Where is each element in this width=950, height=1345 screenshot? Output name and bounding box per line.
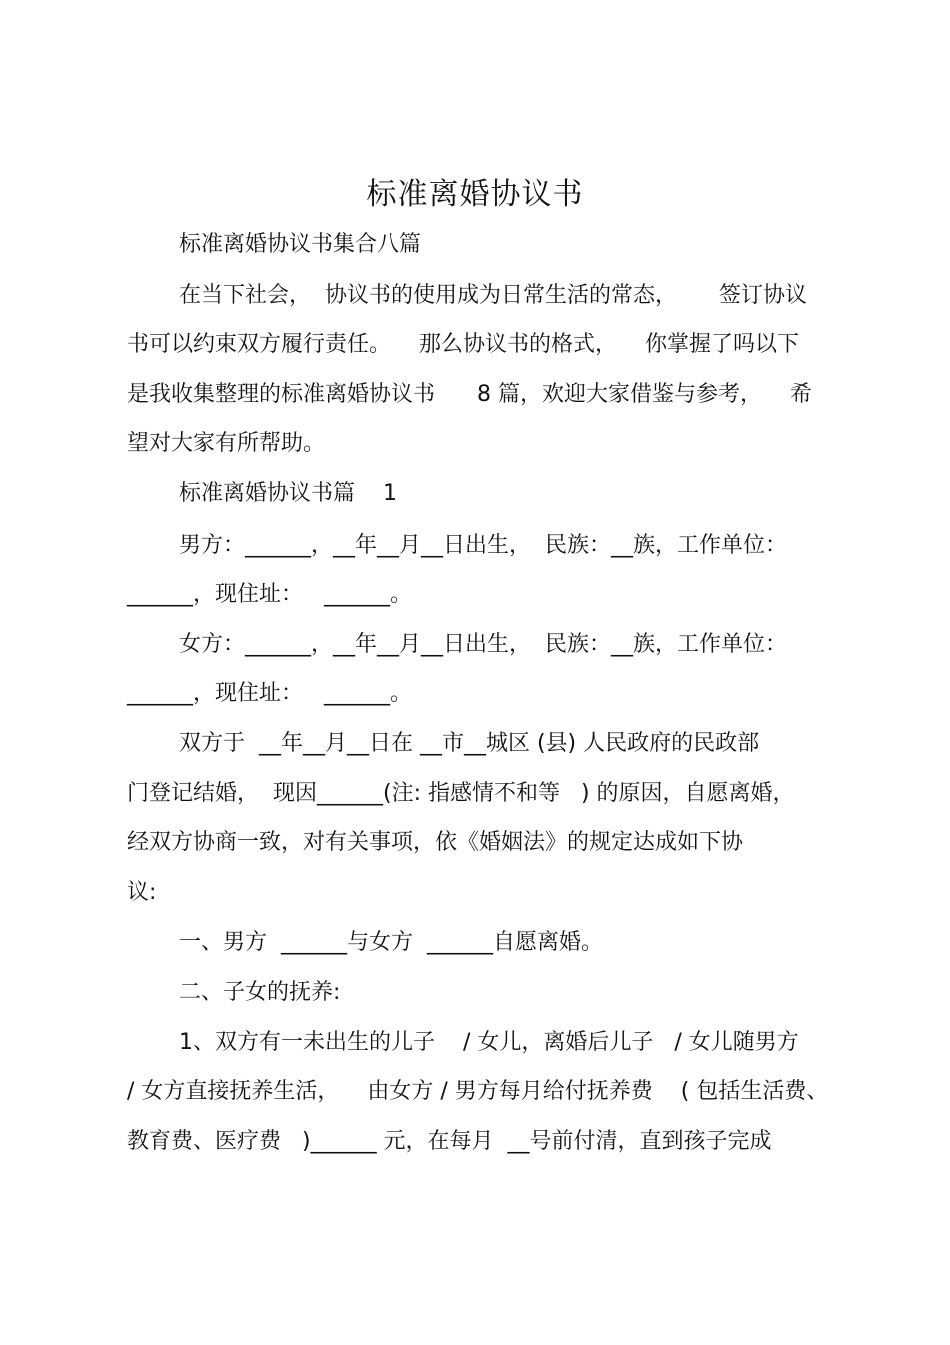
clause-line: 1、双方有一未出生的儿子 / 女儿，离婚后儿子 / 女儿随男方: [179, 1030, 799, 1055]
paragraph-line: 经双方协商一致，对有关事项，依《婚姻法》的规定达成如下协: [127, 830, 744, 855]
paragraph-line: 在当下社会， 协议书的使用成为日常生活的常态， 签订协议: [179, 283, 807, 308]
subtitle-line: 标准离婚协议书集合八篇: [179, 232, 422, 257]
paragraph-line: 门登记结婚， 现因______(注: 指感情不和等 ) 的原因，自愿离婚，: [127, 781, 795, 806]
clause-line: 教育费、医疗费 )______ 元，在每月 __号前付清，直到孩子完成: [127, 1129, 772, 1154]
paragraph-line: 望对大家有所帮助。: [127, 431, 326, 456]
clause-heading: 二、子女的抚养:: [179, 980, 341, 1005]
form-line-male-address: ______，现住址： ______。: [127, 582, 412, 607]
paragraph-line: 书可以约束双方履行责任。 那么协议书的格式， 你掌握了吗以下: [127, 332, 799, 357]
document-title: 标准离婚协议书: [366, 177, 584, 212]
paragraph-line: 双方于 __年__月__日在 __市__城区 (县) 人民政府的民政部: [179, 731, 760, 756]
paragraph-line: 议:: [127, 880, 157, 905]
form-line-female: 女方：______，__年__月__日出生， 民族：__族，工作单位：: [179, 632, 787, 657]
section-heading: 标准离婚协议书篇 1: [179, 481, 397, 506]
clause-line: / 女方直接抚养生活， 由女方 / 男方每月给付抚养费 ( 包括生活费、: [127, 1079, 829, 1104]
clause-line: 一、男方 ______与女方 ______自愿离婚。: [179, 930, 603, 955]
form-line-male: 男方：______，__年__月__日出生， 民族：__族，工作单位：: [179, 533, 787, 558]
paragraph-line: 是我收集整理的标准离婚协议书 8 篇，欢迎大家借鉴与参考， 希: [127, 382, 812, 407]
form-line-female-address: ______，现住址： ______。: [127, 681, 412, 706]
